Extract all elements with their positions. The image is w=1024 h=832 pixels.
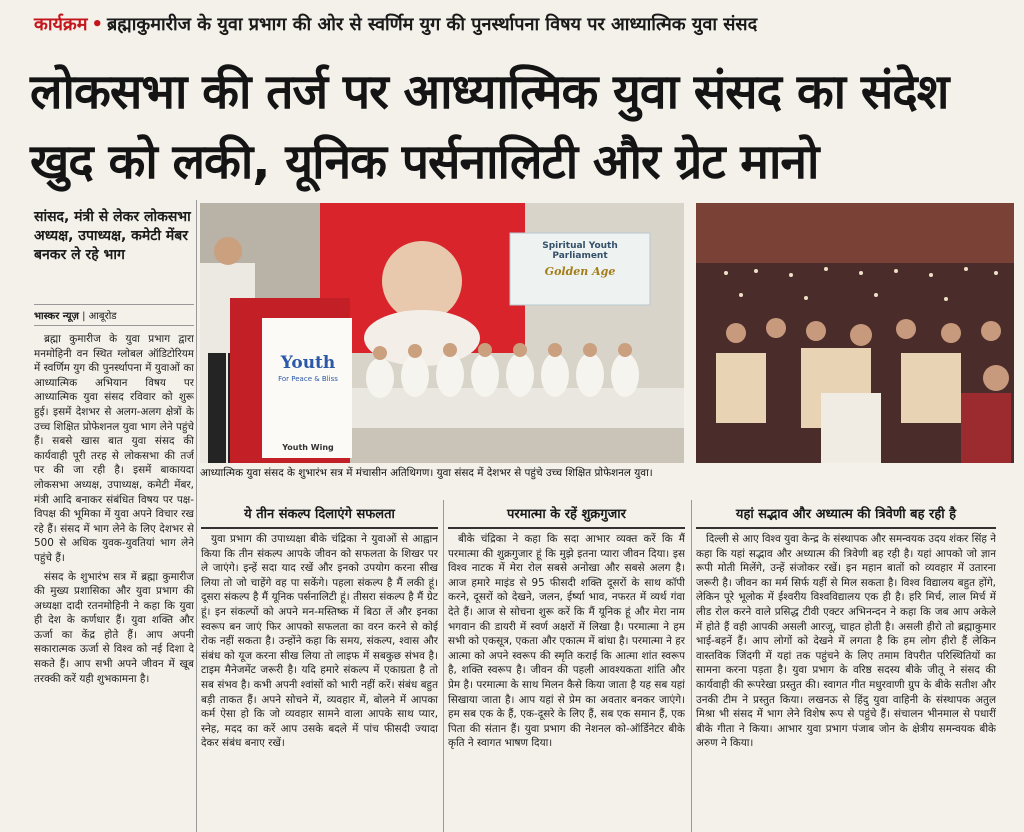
column-divider-3 bbox=[691, 500, 692, 832]
col3-paragraph-1: बीके चंद्रिका ने कहा कि सदा आभार व्यक्त करें कि मैं परमात्मा की शुक्रगुजार हूं कि मुझे इतना प्यारा जीवन दिया। इस विश्व नाटक में मेरा रोल सबसे अनोखा और सबसे अलग है। आज हमारे माइंड से 95 फीसदी शक्ति दूसरों के साथ कॉपी करने, दूसरों को देखने, जलन, ईर्ष्या भाव, नफरत में व्यर्थ गंवा देते हैं। आज से सोचना शुरू करें कि मैं यूनिक हूं और मेरा नाम भगवान की डायरी में स्वर्ण अक्षरों में लिखा है। परमात्मा ने हम सभी को एकसूत्र, एकता और एकात्म में बांधा है। परमात्मा ने हर आत्मा को अपने स्वरूप की स्मृति कराई कि आत्मा शांत स्वरूप है, शक्ति स्वरूप है। जीवन की पहली आवश्यकता शांति और प्रेम है। परमात्मा के साथ मिलन कैसे किया जाता है यह सब यहां सिखाया जाता है। आप यहां से प्रेम का अवतार बनकर जाएंगे। हम सब एक के हैं, एक-दूसरे के लिए हैं, सब एक समान हैं, एक पिता की संतान हैं। युवा प्रभाग की नेशनल को-ऑर्डिनेटर बीके कृति ने स्वागत भाषण दिया। bbox=[448, 533, 685, 750]
kicker-tag: कार्यक्रम bbox=[34, 14, 88, 35]
kicker bbox=[34, 12, 757, 36]
col1-paragraph-2: संसद के शुभारंभ सत्र में ब्रह्मा कुमारीज की मुख्य प्रशासिका और युवा प्रभाग की अध्यक्षा दादी रतनमोहिनी ने कहा कि युवा ही देश के कर्णधार हैं। युवा शक्ति और ऊर्जा का केंद्र होते हैं। आप अपनी सकारात्मक ऊर्जा से विश्व को नई दिशा दे सकते हैं। आप सभी अपने जीवन में खूब तरक्की करें यही शुभकामना है। bbox=[34, 570, 194, 685]
column-3 bbox=[448, 532, 685, 832]
headline-line-2: खुद को लकी, यूनिक पर्सनालिटी और ग्रेट मानो bbox=[30, 134, 819, 190]
column-4 bbox=[696, 532, 996, 832]
col2-paragraph-1: युवा प्रभाग की उपाध्यक्षा बीके चंद्रिका ने युवाओं से आह्वान किया कि तीन संकल्प आपके जीवन को सफलता के शिखर पर ले जाएंगे। इन्हें सदा याद रखें और इनको उपयोग करना सीख लिया तो जो चाहेंगे वह पा सकेंगे। पहला संकल्प है मैं लकी हूं। दूसरा संकल्प है मैं यूनिक पर्सनालिटी हूं। तीसरा संकल्प है मैं ग्रेट हूं। इन संकल्पों को अपने मन-मस्तिष्क में बिठा लें और इनका स्वरूप बन जाएं फिर आपको सफलता का वरन करने से कोई रोक नहीं सकता है। उन्होंने कहा कि समय, संकल्प, श्वास और संबंध को यूज करना सीख लिया तो लाइफ में सबकुछ संभव है। टाइम मैनेजमेंट जरूरी है। यदि हमारे संकल्प में एकाग्रता है तो सब संभव है। कभी अपनी श्वांसों को भारी नहीं करें। संबंध बहुत बड़ी ताकत हैं। अपने सोचने में, व्यवहार में, बोलने में आपका कर्म ऐसा हो कि जो व्यवहार सामने वाला आपके साथ प्यार, स्नेह, मदद का करें आप उसके बदले में पांच फीसदी ज्यादा देकर संबंध बनाए रखें। bbox=[201, 533, 438, 750]
audience-photo-illustration bbox=[696, 203, 1014, 463]
podium-logo: Youth bbox=[280, 353, 336, 373]
col1-paragraph-1: ब्रह्मा कुमारीज के युवा प्रभाग द्वारा मनमोहिनी वन स्थित ग्लोबल ऑडिटोरियम में स्वर्णिम युग की पुनर्स्थापना में युवाओं का आध्यात्मिक अभियान विषय पर आध्यात्मिक युवा संसद रविवार को शुरू हुई। इसमें देशभर से अलग-अलग क्षेत्रों के उच्च शिक्षित प्रोफेशनल युवा भाग लेने पहुंचे हैं। सबसे खास बात युवा संसद की कार्यवाही पूरी तरह से लोकसभा की तर्ज पर की जा रही है। इसमें बाकायदा लोकसभा अध्यक्ष, उपाध्यक्ष, कमेटी मेंबर, मंत्री आदि बनाकर संबंधित विषय पर पक्ष-विपक्ष की भूमिका में युवा अपने विचार रख रहे हैं। संसद में भाग लेने के लिए देशभर से 500 से अधिक युवक-युवतियां भाग लेने पहुंचे हैं। bbox=[34, 333, 194, 564]
podium-sub: For Peace & Bliss bbox=[278, 375, 338, 383]
banner-title: Spiritual Youth Parliament bbox=[542, 241, 618, 261]
stage-photo bbox=[200, 203, 684, 463]
headline-line-1: लोकसभा की तर्ज पर आध्यात्मिक युवा संसद का संदेश bbox=[30, 64, 949, 120]
byline-place: आबूरोड bbox=[88, 311, 117, 322]
kicker-text: ब्रह्माकुमारीज के युवा प्रभाग की ओर से स्वर्णिम युग की पुनर्स्थापना विषय पर आध्यात्मिक युवा संसद bbox=[107, 14, 758, 35]
column-divider-1 bbox=[196, 200, 197, 832]
col4-paragraph-1: दिल्ली से आए विश्व युवा केन्द्र के संस्थापक और समन्वयक उदय शंकर सिंह ने कहा कि यहां सद्भाव और अध्यात्म की त्रिवेणी बह रही है। यहां आपको जो ज्ञान रूपी मोती मिलेंगे, उन्हें संजोकर रखें। इन महान बातों को व्यवहार में उतारना जरूरी है। जीवन का मर्म सिर्फ यहीं से मिल सकता है। विश्व विद्यालय बहुत होंगे, लेकिन पूरे भूलोक में ईश्वरीय विश्वविद्यालय एक ही है। हरि मिर्च, लाल मिर्च में लीड रोल करने वाले प्रसिद्ध टीवी एक्टर अभिनन्दन ने कहा कि जब आप अकेले में होते हैं वही आपकी असली आरजू, चाहत होती है। असली हीरो तो ब्रह्माकुमार भाई-बहनें हैं। आप लोगों को देखने में लगता है कि हम लोग हीरो हैं लेकिन वास्तविक जिंदगी में यहां तक पहुंचने के लिए तमाम विपरीत परिस्थितियों का सामना करना पड़ता है। युवा प्रभाग के वरिष्ठ सदस्य बीके जीतू ने संसद की कार्यवाही की रूपरेखा प्रस्तुत की। स्वागत गीत मधुरवाणी ग्रुप के बीके सतीश और उनकी टीम ने प्रस्तुत किया। लखनऊ से हिंदु युवा वाहिनी के संस्थापक अतुल मिश्रा भी संसद में भाग लेने विशेष रूप से पहुंचे हैं। संचालन भीनमाल से पधारीं बीके गीता ने किया। आभार युवा प्रभाग पंजाब जोन के क्षेत्रीय समन्वयक बीके अरुण ने किया। bbox=[696, 533, 996, 750]
screen-title: Golden Age bbox=[544, 265, 616, 278]
byline-source: भास्कर न्यूज़ bbox=[34, 311, 79, 322]
subheading-2: परमात्मा के रहें शुक्रगुजार bbox=[448, 503, 685, 529]
photo-caption: आध्यात्मिक युवा संसद के शुभारंभ सत्र में मंचासीन अतिथिगण। युवा संसद में देशभर से पहुंचे उच्च शिक्षित प्रोफेशनल युवा। bbox=[200, 467, 653, 479]
column-divider-2 bbox=[443, 500, 444, 832]
byline: भास्कर न्यूज़ | आबूरोड bbox=[34, 304, 194, 326]
column-2 bbox=[201, 532, 438, 832]
deck: सांसद, मंत्री से लेकर लोकसभा अध्यक्ष, उपाध्यक्ष, कमेटी मेंबर बनकर ले रहे भाग bbox=[34, 209, 191, 263]
column-1 bbox=[34, 332, 194, 832]
subheading-3: यहां सद्भाव और अध्यात्म की त्रिवेणी बह रही है bbox=[696, 503, 996, 529]
audience-photo bbox=[696, 203, 1014, 463]
kicker-dot: • bbox=[91, 14, 104, 35]
podium-wing: Youth Wing bbox=[282, 443, 334, 452]
subheading-1: ये तीन संकल्प दिलाएंगे सफलता bbox=[201, 503, 438, 529]
